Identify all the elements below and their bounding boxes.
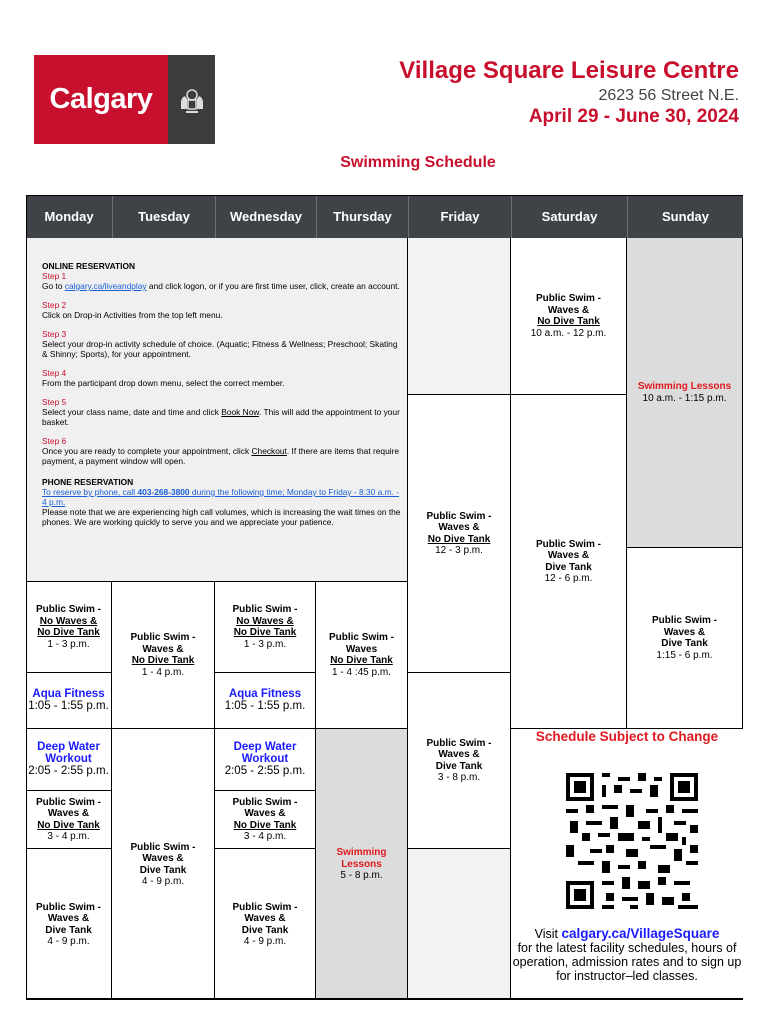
qr-code-icon[interactable]	[566, 773, 698, 909]
session-monday-public-swim-3: Public Swim - Waves & Dive Tank 4 - 9 p.m.	[26, 849, 112, 1000]
step-label: Step 1	[42, 271, 67, 281]
step-text: From the participant drop down menu, select the correct member.	[42, 378, 285, 388]
day-header-tuesday: Tuesday	[112, 195, 215, 238]
empty-cell	[408, 849, 511, 1000]
visit-website-text: Visit calgary.ca/VillageSquare for the latest facility schedules, hours of operation, admission rates and to sign up for instructor–led classes.	[512, 926, 742, 983]
session-thursday-swimming-lessons: Swimming Lessons 5 - 8 p.m.	[316, 729, 408, 1000]
day-header-wednesday: Wednesday	[215, 195, 316, 238]
phone-reservation-title: PHONE RESERVATION	[42, 477, 134, 487]
facility-address: 2623 56 Street N.E.	[598, 87, 739, 104]
empty-cell	[408, 238, 511, 395]
session-monday-public-swim: Public Swim - No Waves & No Dive Tank 1 - 3 p.m.	[26, 582, 112, 673]
schedule-title: Swimming Schedule	[340, 154, 496, 171]
session-monday-aqua-fitness: Aqua Fitness 1:05 - 1:55 p.m.	[26, 673, 112, 729]
day-header-saturday: Saturday	[511, 195, 627, 238]
session-friday-public-swim: Public Swim - Waves & No Dive Tank 12 - 3 p.m.	[408, 395, 511, 673]
day-header-friday: Friday	[408, 195, 511, 238]
online-reservation-title: ONLINE RESERVATION	[42, 261, 136, 271]
schedule-change-notice: Schedule Subject to Change	[535, 729, 719, 744]
liveandplay-link[interactable]: calgary.ca/liveandplay	[64, 281, 147, 291]
step-label: Step 4	[42, 368, 67, 378]
session-wednesday-aqua-fitness: Aqua Fitness 1:05 - 1:55 p.m.	[215, 673, 316, 729]
day-header-thursday: Thursday	[316, 195, 408, 238]
session-thursday-public-swim: Public Swim - Waves No Dive Tank 1 - 4 :45 p.m.	[316, 582, 408, 729]
step-label: Step 3	[42, 329, 67, 339]
logo-text: Calgary	[49, 83, 153, 115]
step-text: Select your drop-in activity schedule of choice. (Aquatic; Fitness & Wellness; Preschool; Skating & Shinny; Sports), for your appointment.	[42, 339, 398, 359]
session-wednesday-public-swim-3: Public Swim - Waves & Dive Tank 4 - 9 p.m.	[215, 849, 316, 1000]
schedule-dates: April 29 - June 30, 2024	[528, 106, 739, 127]
step-text: Once you are ready to complete your appointment, click Checkout. If there are items that require payment, a payment window will open.	[42, 446, 400, 466]
session-sunday-public-swim: Public Swim - Waves & Dive Tank 1:15 - 6 p.m.	[627, 548, 743, 729]
step-text: Select your class name, date and time and click Book Now. This will add the appointment to your basket.	[42, 407, 400, 427]
village-square-link[interactable]: calgary.ca/VillageSquare	[561, 926, 720, 941]
session-friday-public-swim-dive: Public Swim - Waves & Dive Tank 3 - 8 p.m.	[408, 673, 511, 849]
step-text: Click on Drop-in Activities from the top left menu.	[42, 310, 223, 320]
session-saturday-public-swim-dive: Public Swim - Waves & Dive Tank 12 - 6 p.m.	[511, 395, 627, 729]
session-sunday-swimming-lessons: Swimming Lessons 10 a.m. - 1:15 p.m.	[627, 238, 743, 548]
phone-note: Please note that we are experiencing high call volumes, which is increasing the wait times on the phones. We are working quickly to serve you and we appreciate your patience.	[42, 507, 401, 527]
day-header-monday: Monday	[26, 195, 112, 238]
calgary-logo	[34, 55, 215, 144]
logo-wordmark-block	[34, 55, 168, 144]
session-monday-public-swim-2: Public Swim - Waves & No Dive Tank 3 - 4 p.m.	[26, 791, 112, 849]
session-wednesday-deep-water: Deep Water Workout 2:05 - 2:55 p.m.	[215, 729, 316, 791]
step-label: Step 2	[42, 300, 67, 310]
session-wednesday-public-swim-2: Public Swim - Waves & No Dive Tank 3 - 4 p.m.	[215, 791, 316, 849]
phone-reservation-link[interactable]: To reserve by phone, call 403-268-3800 during the following time; Monday to Friday - 8:30 a.m. - 4 p.m.	[42, 487, 400, 507]
session-tuesday-public-swim-dive: Public Swim - Waves & Dive Tank 4 - 9 p.m.	[112, 729, 215, 1000]
step-text: Go to calgary.ca/liveandplay and click logon, or if you are first time user, click, create an account.	[42, 281, 400, 291]
session-monday-deep-water: Deep Water Workout 2:05 - 2:55 p.m.	[26, 729, 112, 791]
facility-title: Village Square Leisure Centre	[399, 57, 739, 84]
day-header-sunday: Sunday	[627, 195, 743, 238]
session-saturday-public-swim: Public Swim - Waves & No Dive Tank 10 a.m. - 12 p.m.	[511, 238, 627, 395]
step-label: Step 6	[42, 436, 67, 446]
step-label: Step 5	[42, 397, 67, 407]
coat-of-arms-icon	[168, 55, 215, 144]
session-tuesday-public-swim: Public Swim - Waves & No Dive Tank 1 - 4 p.m.	[112, 582, 215, 729]
reservation-instructions	[26, 238, 408, 582]
session-wednesday-public-swim: Public Swim - No Waves & No Dive Tank 1 - 3 p.m.	[215, 582, 316, 673]
